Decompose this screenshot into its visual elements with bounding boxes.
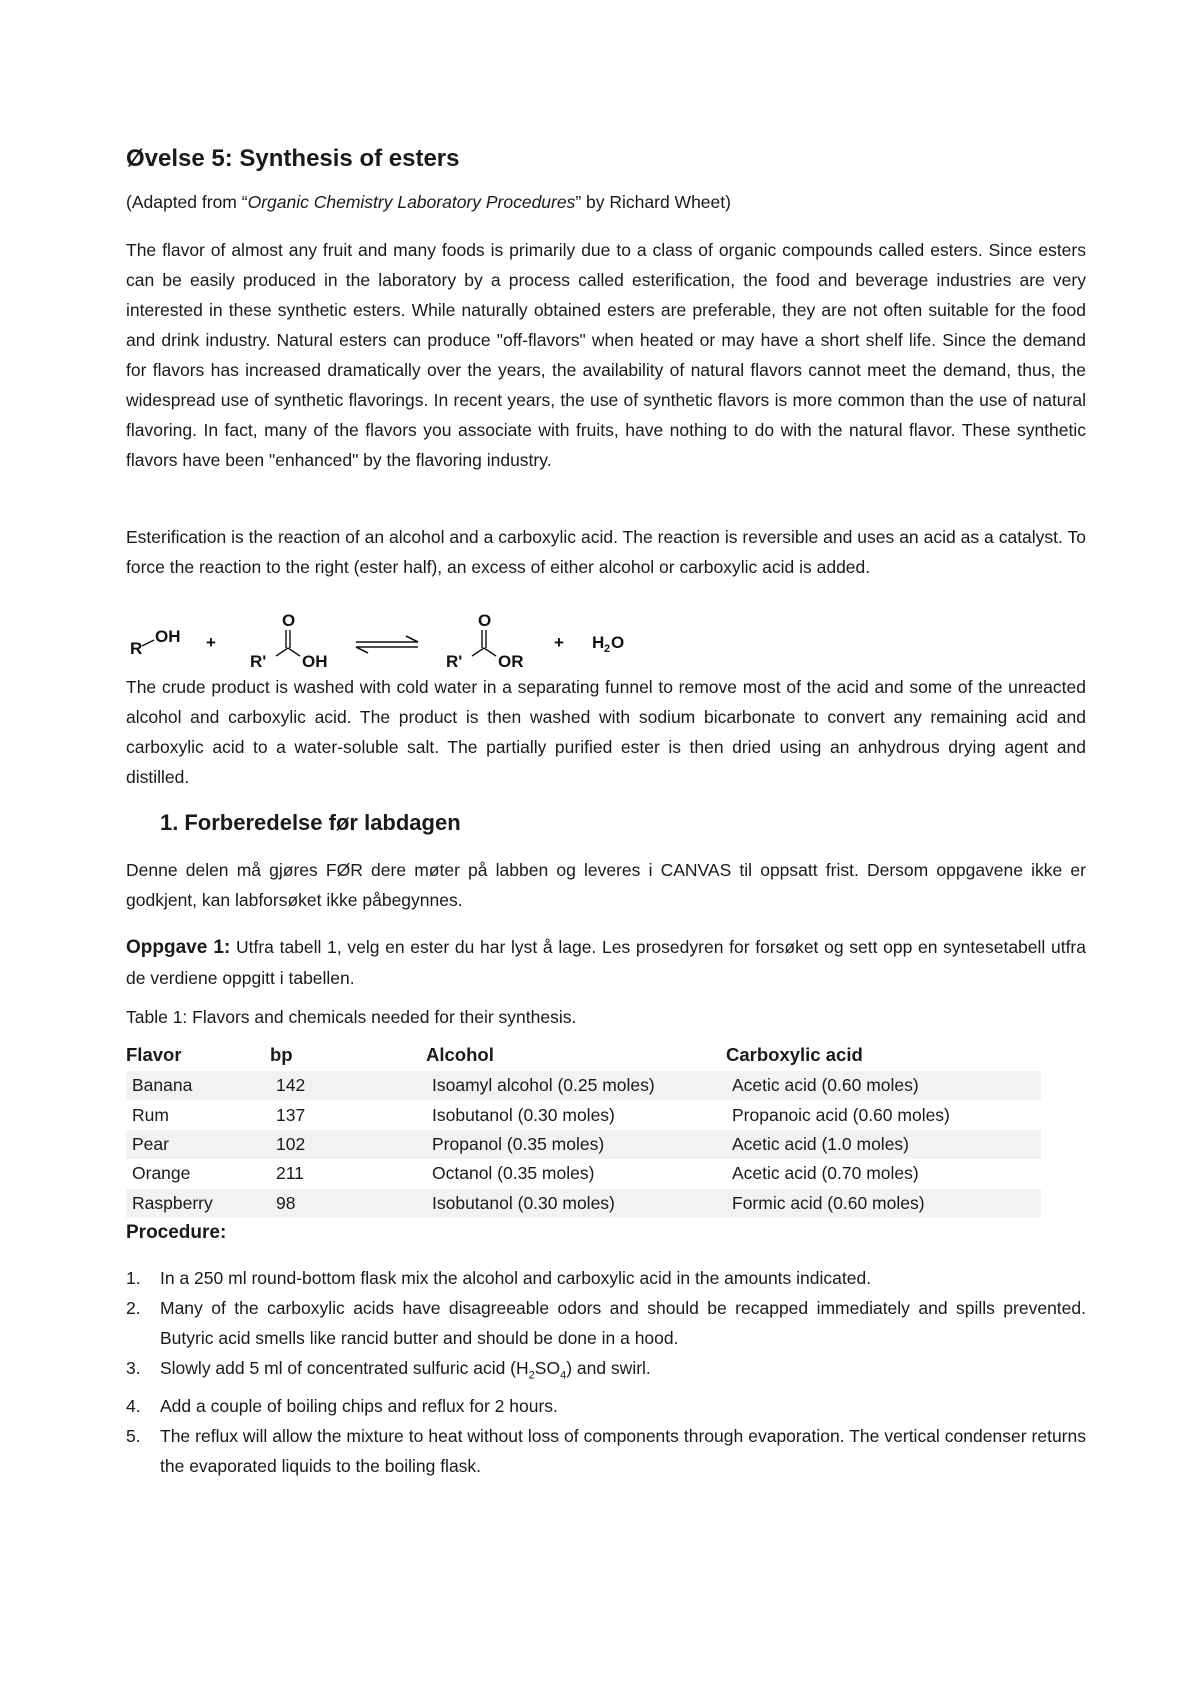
- esterification-reaction-diagram: [126, 612, 686, 674]
- task-1-text: Utfra tabell 1, velg en ester du har lyst å lage. Les prosedyren for forsøket og sett opp en syntesetabell utfra de verdiene oppgitt i tabellen.: [126, 937, 1086, 988]
- attribution-suffix: ” by Richard Wheet): [575, 192, 731, 212]
- cell-alcohol: Isobutanol (0.30 moles): [432, 1104, 615, 1125]
- attribution-book-title: Organic Chemistry Laboratory Procedures: [247, 192, 576, 212]
- step-text: Many of the carboxylic acids have disagreeable odors and should be recapped immediately and spills prevented. Butyric acid smells like rancid butter and should be done in a hood.: [160, 1298, 1086, 1348]
- alcohol-oh-label: OH: [155, 627, 181, 646]
- section-number: 1.: [160, 810, 179, 835]
- cell-bp: 102: [276, 1133, 306, 1154]
- cell-carboxylic-acid: Formic acid (0.60 moles): [732, 1192, 925, 1213]
- step-subscript-1: 2: [528, 1369, 535, 1382]
- intro-paragraph-flavor: The flavor of almost any fruit and many foods is primarily due to a class of organic compounds called esters. Since esters can be easily produced in the laboratory by a process called esterification, the food and beverage industries are very interested in these synthetic esters. While naturally obtained esters are preferable, they are not often suitable for the food and drink industry. Natural esters can produce "off-flavors" when heated or may have a short shelf life. Since the demand for flavors has increased dramatically over the years, the availability of natural flavors cannot meet the demand, thus, the widespread use of synthetic flavorings. In recent years, the use of synthetic flavors is more common than the use of natural flavoring. In fact, many of the flavors you associate with fruits, have nothing to do with the natural flavor. These synthetic flavors have been "enhanced" by the flavoring industry.: [126, 240, 1086, 470]
- procedure-heading: Procedure:: [126, 1222, 227, 1243]
- procedure-step: [126, 1391, 1086, 1421]
- acid-left-bond: [276, 648, 288, 656]
- step-text-after: ) and swirl.: [566, 1358, 651, 1378]
- source-attribution: [126, 192, 731, 213]
- procedure-step: [126, 1293, 1086, 1353]
- task-1-label: Oppgave 1:: [126, 937, 231, 958]
- equilibrium-arrow-forward-head: [406, 636, 418, 642]
- table-row: [126, 1100, 1041, 1129]
- step-subscript-2: 4: [560, 1369, 567, 1382]
- cell-carboxylic-acid: Acetic acid (0.60 moles): [732, 1075, 919, 1096]
- cell-alcohol: Octanol (0.35 moles): [432, 1163, 595, 1184]
- cell-bp: 211: [276, 1163, 304, 1184]
- alcohol-r-label: R: [130, 639, 143, 658]
- acid-carbonyl-o-label: O: [282, 612, 296, 630]
- procedure-step: [126, 1421, 1086, 1481]
- step-number: 5.: [126, 1425, 141, 1446]
- header-carboxylic-acid: Carboxylic acid: [726, 1044, 863, 1065]
- procedure-steps: [126, 1263, 1086, 1481]
- section-heading-preparation: [160, 810, 461, 836]
- procedure-step: [126, 1353, 1086, 1391]
- acid-oh-label: OH: [302, 652, 328, 671]
- water-h-label: H: [592, 633, 605, 652]
- water-subscript-2: 2: [604, 643, 611, 655]
- acid-right-bond: [288, 648, 300, 656]
- step-text: The reflux will allow the mixture to heat without loss of components through evaporation. The vertical condenser returns the evaporated liquids to the boiling flask.: [160, 1425, 1086, 1476]
- purification-paragraph: The crude product is washed with cold water in a separating funnel to remove most of the acid and some of the unreacted alcohol and carboxylic acid. The product is then washed with sodium bicarbonate to convert any remaining acid and carboxylic acid to a water-soluble salt. The partially purified ester is then dried using an anhydrous drying agent and distilled.: [126, 677, 1086, 787]
- plus-sign-2: +: [554, 633, 564, 652]
- cell-carboxylic-acid: Propanoic acid (0.60 moles): [732, 1104, 950, 1125]
- cell-alcohol: Isobutanol (0.30 moles): [432, 1192, 615, 1213]
- cell-alcohol: Propanol (0.35 moles): [432, 1133, 605, 1154]
- table-row: [126, 1130, 1041, 1159]
- water-o-label: O: [611, 633, 625, 652]
- cell-flavor: Orange: [132, 1163, 191, 1184]
- cell-flavor: Pear: [132, 1133, 169, 1154]
- header-bp: bp: [270, 1044, 293, 1065]
- cell-flavor: Rum: [132, 1104, 169, 1125]
- table-caption: Table 1: Flavors and chemicals needed for their synthesis.: [126, 1007, 577, 1027]
- equilibrium-arrow-reverse-head: [356, 647, 368, 653]
- section-title: Forberedelse før labdagen: [184, 810, 461, 835]
- step-number: 1.: [126, 1268, 141, 1288]
- cell-carboxylic-acid: Acetic acid (0.70 moles): [732, 1163, 919, 1184]
- ester-left-bond: [472, 648, 484, 656]
- cell-carboxylic-acid: Acetic acid (1.0 moles): [732, 1133, 910, 1154]
- step-number: 4.: [126, 1395, 141, 1416]
- document-title: Øvelse 5: Synthesis of esters: [126, 145, 460, 172]
- preparation-intro-paragraph: Denne delen må gjøres FØR dere møter på labben og leveres i CANVAS til oppsatt frist. Dersom oppgavene ikke er godkjent, kan labforsøket ikke påbegynnes.: [126, 860, 1086, 910]
- cell-bp: 98: [276, 1192, 296, 1213]
- table-row: [126, 1071, 1041, 1100]
- intro-paragraph-esterification: Esterification is the reaction of an alcohol and a carboxylic acid. The reaction is reversible and uses an acid as a catalyst. To force the reaction to the right (ester half), an excess of either alcohol or carboxylic acid is added.: [126, 527, 1086, 577]
- cell-bp: 137: [276, 1104, 306, 1125]
- flavors-table: [126, 1039, 1041, 1218]
- step-text: Add a couple of boiling chips and reflux for 2 hours.: [160, 1395, 558, 1416]
- ester-r-prime-label: R': [446, 652, 463, 671]
- cell-flavor: Raspberry: [132, 1192, 213, 1213]
- step-text-before: Slowly add 5 ml of concentrated sulfuric acid (H: [160, 1358, 529, 1378]
- cell-alcohol: Isoamyl alcohol (0.25 moles): [432, 1075, 655, 1096]
- table-row: [126, 1159, 1041, 1188]
- step-text-mid: SO: [534, 1358, 561, 1378]
- alcohol-bond: [142, 640, 154, 646]
- acid-r-prime-label: R': [250, 652, 267, 671]
- header-alcohol: Alcohol: [426, 1044, 494, 1065]
- ester-or-label: OR: [498, 652, 524, 671]
- table-row: [126, 1189, 1041, 1218]
- attribution-prefix: (Adapted from “: [126, 192, 248, 212]
- step-text: In a 250 ml round-bottom flask mix the alcohol and carboxylic acid in the amounts indicated.: [160, 1268, 872, 1288]
- ester-carbonyl-o-label: O: [478, 612, 492, 630]
- procedure-step: [126, 1263, 1086, 1293]
- cell-bp: 142: [276, 1075, 306, 1096]
- plus-sign-1: +: [206, 633, 216, 652]
- table-header-row: [126, 1039, 1041, 1071]
- header-flavor: Flavor: [126, 1044, 182, 1065]
- task-1-paragraph: [126, 932, 1086, 993]
- ester-right-bond: [484, 648, 496, 656]
- cell-flavor: Banana: [132, 1075, 193, 1096]
- step-number: 2.: [126, 1298, 141, 1318]
- step-number: 3.: [126, 1358, 141, 1378]
